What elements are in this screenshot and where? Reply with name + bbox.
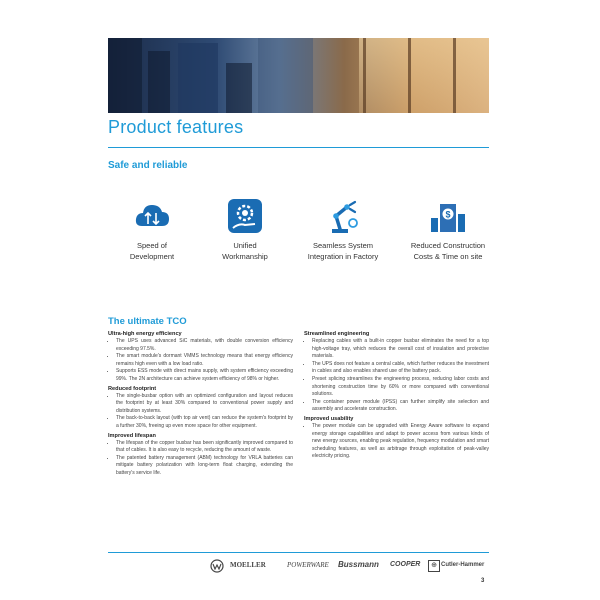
tco-left-column <box>108 330 293 479</box>
footer-divider <box>108 552 489 553</box>
hero-building <box>148 51 170 113</box>
subheading: Improved usability <box>304 415 354 422</box>
hero-building <box>108 38 142 113</box>
tco-right-column <box>304 330 489 462</box>
gear-hand-icon <box>225 196 265 236</box>
feature-label: Speed of Development <box>129 241 175 261</box>
feature-workmanship <box>195 196 295 262</box>
feature-costs <box>398 196 498 262</box>
list-item: • The container power module (IPSS) can further simplify site selection and assembly and accelerate construction. <box>312 399 489 414</box>
list-item: • The single-busbar option with an optimized configuration and layout reduces the footprint by at least 30% compared to conventional power supply and distribution systems. <box>116 393 293 416</box>
moeller-logo: MOELLER <box>230 561 266 569</box>
list-item: • Replacing cables with a built-in copper busbar eliminates the need for a top high-voltage tray, which reduces the overall cost of insulation and protective materials. <box>312 338 489 361</box>
cutler-hammer-emblem-icon: ⊕ <box>428 560 440 572</box>
hero-building <box>258 38 313 113</box>
list-item: • The power module can be upgraded with Energy Aware software to expand energy storage capabilities and adapt to power access from various kinds of new energy sources, enabling peak regulation, frequency modulation and smart scheduling features, as well as arbitrage through exploitation of peak-valley electricity pricing. <box>312 423 489 461</box>
hero-beam <box>363 38 366 113</box>
subheading: Ultra-high energy efficiency <box>108 331 182 337</box>
cutler-hammer-logo: Cutler-Hammer <box>441 562 485 568</box>
subheading: Reduced footprint <box>108 385 157 392</box>
page-number: 3 <box>481 578 485 584</box>
footer-logos <box>210 559 490 575</box>
bullet-list <box>304 423 489 461</box>
powerware-logo: POWERWARE <box>287 561 329 569</box>
feature-label: Reduced Construction Costs & Time on site <box>410 241 486 261</box>
hero-image <box>108 38 489 113</box>
hero-beam <box>453 38 456 113</box>
hero-building <box>226 63 252 113</box>
hero-glow <box>359 38 489 113</box>
bullet-list <box>108 440 293 478</box>
feature-label: Seamless System Integration in Factory <box>307 241 379 261</box>
hero-beam <box>408 38 411 113</box>
list-item: • Supports ESS mode with direct mains supply, with system efficiency exceeding 99%. The 2N architecture can achieve system efficiency of 98% or higher. <box>116 368 293 383</box>
bullet-list <box>108 393 293 431</box>
list-item: • The patented battery management (ABM) technology for VRLA batteries can mitigate battery polarization with long-term float charging, extending the battery's service life. <box>116 455 293 478</box>
list-item: • The lifespan of the copper busbar has been significantly improved compared to that of cables. It is also easy to recycle, reducing the amount of waste. <box>116 440 293 455</box>
feature-label: Unified Workmanship <box>222 241 268 261</box>
eaton-emblem-icon <box>210 559 224 573</box>
feature-speed <box>102 196 202 262</box>
page-title: Product features <box>108 117 244 137</box>
list-item: • The UPS does not feature a central cable, which further reduces the investment in cables and also enables shared use of the battery pack. <box>312 361 489 376</box>
section-title: Safe and reliable <box>108 160 188 171</box>
subheading: Streamlined engineering <box>304 331 370 337</box>
robot-arm-icon <box>323 196 363 236</box>
bussmann-logo: Bussmann <box>338 560 379 569</box>
list-item: • The smart module's dormant VMMS technology means that energy efficiency remains high even with a low load ratio. <box>116 353 293 368</box>
tco-title: The ultimate TCO <box>108 316 187 327</box>
divider <box>108 147 489 148</box>
bullet-list <box>108 338 293 384</box>
cooper-logo: COOPER <box>390 561 421 568</box>
subheading: Improved lifespan <box>108 432 156 439</box>
list-item: • Preset splicing streamlines the engineering process, reducing labor costs and shortening construction time by 60% or more compared with conventional solutions. <box>312 376 489 399</box>
bullet-list <box>304 338 489 414</box>
list-item: • The back-to-back layout (with top air vent) can reduce the system's footprint by a further 30%, freeing up even more space for other equipment. <box>116 415 293 430</box>
list-item: • The UPS uses advanced SiC materials, with double conversion efficiency exceeding 97.5%. <box>116 338 293 353</box>
cloud-speed-icon <box>132 196 172 236</box>
svg-text:$: $ <box>445 209 451 220</box>
hero-building <box>178 43 218 113</box>
cost-chart-icon <box>428 196 468 236</box>
feature-integration <box>293 196 393 262</box>
